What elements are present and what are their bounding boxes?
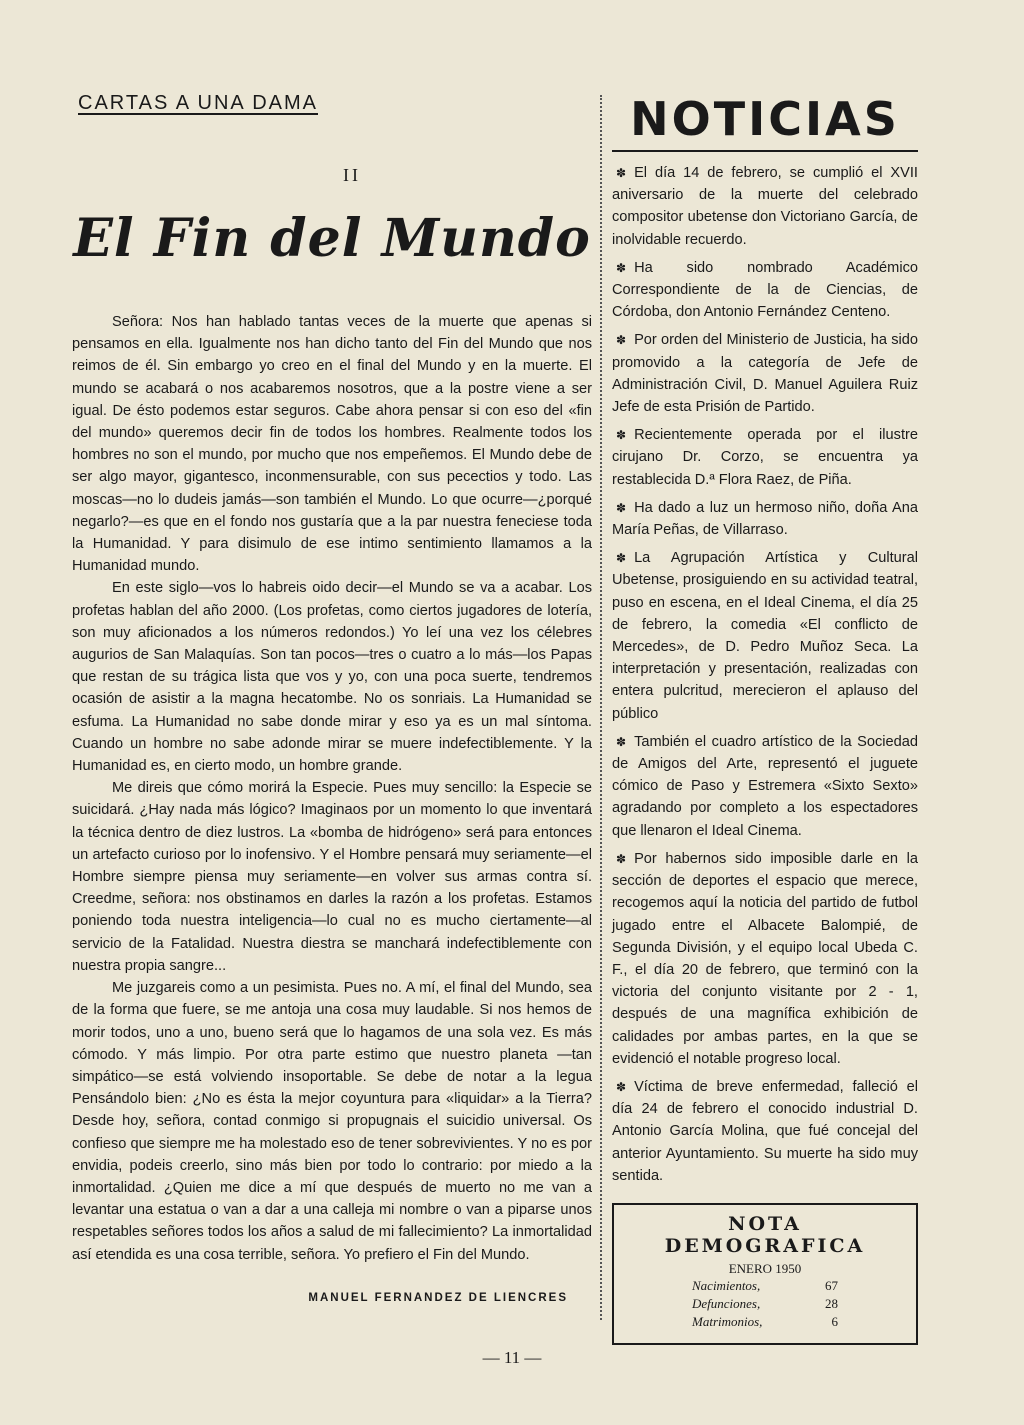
demographic-period: ENERO 1950 [728, 1260, 802, 1276]
article-paragraph: En este siglo—vos lo habreis oido decir—el Mundo se va a acabar. Los profetas hablan del año 2000. (Los profetas, como ciertos jugadores de lotería, son muy aficionados a los números redondos.) Yo leí una vez los célebres augurios de San Malaquías. Son tan pocos—tres o cuatro a lo más—los Papas que restan de su trágica lista que vos y yo, con una poca suerte, tendremos ocasión de asistir a la magna hecatombe. No os sonriais. La Humanidad se esfuma. La Humanidad no sabe donde mirar y eso ya es un mal síntoma. Cuando un hombre no sabe adonde mirar se muere indefectiblemente. Y la Humanidad es, en cierto modo, un hombre grande. [72, 580, 592, 775]
demographic-label: Nacimientos, [692, 1277, 761, 1293]
asterisk-icon: ✽ [616, 734, 627, 749]
demographic-label: Matrimonios, [692, 1313, 763, 1329]
news-item-text: El día 14 de febrero, se cumplió el XVII aniversario de la muerte del celebrado compositor ubetense don Victoriano García, de inolvidable recuerdo. [612, 165, 918, 248]
news-item [612, 547, 918, 725]
news-item [612, 1076, 918, 1187]
demographic-value: 67 [825, 1277, 838, 1293]
article-column [72, 92, 592, 1304]
demographic-row [692, 1313, 838, 1331]
news-list [612, 162, 918, 1187]
demographic-row [692, 1295, 838, 1313]
asterisk-icon: ✽ [616, 260, 627, 275]
demographic-note-box [612, 1203, 918, 1345]
asterisk-icon: ✽ [616, 428, 627, 443]
article-body [72, 311, 592, 1266]
news-item-text: Ha dado a luz un hermoso niño, doña Ana María Peñas, de Villarraso. [612, 499, 918, 539]
author-byline: MANUEL FERNANDEZ DE LIENCRES [308, 1291, 568, 1304]
section-label: CARTAS A UNA DAMA [78, 92, 318, 114]
news-item [612, 848, 918, 1070]
news-item [612, 162, 918, 251]
news-item [612, 329, 918, 418]
article-paragraph: Me direis que cómo morirá la Especie. Pues muy sencillo: la Especie se suicidará. ¿Hay nada más lógico? Imaginaos por un momento lo que inventará la técnica dentro de diez lustros. La «bomba de hidrógeno» será para entonces un artefacto curioso por lo inofensivo. Y el Hombre pensará muy seriamente—el Hombre siempre piensa muy seriamente—en volver sus armas contra sí. Creedme, señora: nos obstinamos en darles la razón a los profetas. Estamos poniendo toda nuestra inteligencia—lo cual no es mucho ciertamente—al servicio de la Fatalidad. Nuestra diestra se manchará indefectiblemente con nuestra propia sangre... [72, 780, 592, 974]
page-number: — 11 — [482, 1348, 542, 1367]
news-item-text: Ha sido nombrado Académico Correspondiente de la de Ciencias, de Córdoba, don Antonio Fernández Centeno. [612, 259, 918, 321]
news-item [612, 424, 918, 491]
news-item-text: La Agrupación Artística y Cultural Ubetense, prosiguiendo en su actividad teatral, puso en escena, en el Ideal Cinema, el día 25 de febrero, la comedia «El conflicto de Mercedes», de D. Pedro Muñoz Seca. La interpretación y presentación, realizadas con entera pulcritud, merecieron el aplauso del público [612, 550, 918, 722]
news-item [612, 257, 918, 324]
news-column [612, 92, 918, 1345]
news-item-text: Recientemente operada por el ilustre cirujano Dr. Corzo, se encuentra ya restablecida D.ª Flora Raez, de Piña. [612, 427, 918, 488]
demographic-value: 6 [831, 1313, 838, 1329]
article-title: El Fin del Mundo [73, 208, 591, 269]
article-paragraph: Me juzgareis como a un pesimista. Pues no. A mí, el final del Mundo, sea de la forma que fuere, se me antoja una cosa muy laudable. Si nos hemos de morir todos, uno a uno, bueno será que lo hagamos de una sola vez. Es más cómodo. Y más limpio. Por otra parte estimo que nuestro planeta —tan simpático—se está volviendo insoportable. Se debe de notar a la legua Pensándolo bien: ¿No es ésta la mejor coyuntura para «liquidar» a la Tierra? Desde hoy, señora, contad conmigo si propugnais el suicidio universal. Os confieso que siempre me ha molestado eso de tener sobrevivientes. Y no es por envidia, podeis creerlo, sino más bien por todo lo contrario: por miedo a la inmortalidad. ¿Quien me dice a mí que después de muerto no me van a levantar una estatua o van a dar a una calleja mi nombre o van a piparse unos respetables señores todos los años a salud de mi fallecimiento? La inmortalidad así etendida es una cosa terrible, señora. Yo prefiero el Fin del Mundo. [72, 980, 592, 1263]
demographic-label: Defunciones, [692, 1295, 761, 1311]
column-divider [600, 95, 603, 1320]
demographic-row [692, 1277, 838, 1295]
news-item-text: Víctima de breve enfermedad, falleció el día 24 de febrero el conocido industrial D. Antonio García Molina, que fué concejal del anterior Ayuntamiento. Su muerte ha sido muy sentida. [612, 1078, 918, 1184]
asterisk-icon: ✽ [616, 551, 627, 566]
asterisk-icon: ✽ [616, 1079, 627, 1094]
asterisk-icon: ✽ [616, 333, 627, 348]
asterisk-icon: ✽ [616, 166, 627, 180]
news-item [612, 497, 918, 541]
article-paragraph: Señora: Nos han hablado tantas veces de la muerte que apenas si pensamos en ella. Igualmente nos han dicho tanto del Fin del Mundo que nos reimos de él. Sin embargo yo creo en el final del Mundo y en la muerte. El mundo se acabará o nos acabaremos nosotros, que a la postre viene a ser igual. De ésto podemos estar seguros. Cabe ahora pensar si con eso del «fin del mundo» queremos decir fin de todos los hombres. Realmente todos los hombres no son el mundo, por mucho que nos empeñemos. El Mundo debe de ser algo mayor, gigantesco, inconmensurable, con sus pecectios y todo. Las moscas—no lo dudeis jamás—son también el Mundo. Lo que ocurre—¿porqué negarlo?—es que en el fondo nos gustaría que a la par nuestra feneciese toda la Humanidad. Y para disimulo de ese intimo sentimiento llamamos a la Humanidad mundo. [72, 314, 592, 575]
news-item [612, 731, 918, 842]
news-item-text: Por orden del Ministerio de Justicia, ha sido promovido a la categoría de Jefe de Administración Civil, D. Manuel Aguilera Ruiz Jefe de esta Prisión de Partido. [612, 332, 918, 416]
demographic-title: NOTA DEMOGRAFICA [664, 1212, 866, 1257]
chapter-number: II [343, 165, 361, 185]
noticias-header: NOTICIAS [612, 92, 918, 152]
asterisk-icon: ✽ [616, 851, 627, 866]
demographic-value: 28 [825, 1295, 838, 1311]
asterisk-icon: ✽ [616, 500, 627, 515]
news-item-text: También el cuadro artístico de la Sociedad de Amigos del Arte, representó el juguete cómico de Paso y Estremera «Sixto Sexto» agradando por completo a los espectadores que llenaron el Ideal Cinema. [612, 733, 918, 839]
news-item-text: Por habernos sido imposible darle en la sección de deportes el espacio que merece, recogemos aquí la noticia del partido de futbol jugado entre el Albacete Balompié, de Segunda División, y el equipo local Ubeda C. F., el día 20 de febrero, que terminó con la victoria del conjunto visitante por 2 - 1, después de una magnífica exhibición de calidades por ambas partes, en la que se evidenció el notable progreso local. [612, 850, 918, 1067]
